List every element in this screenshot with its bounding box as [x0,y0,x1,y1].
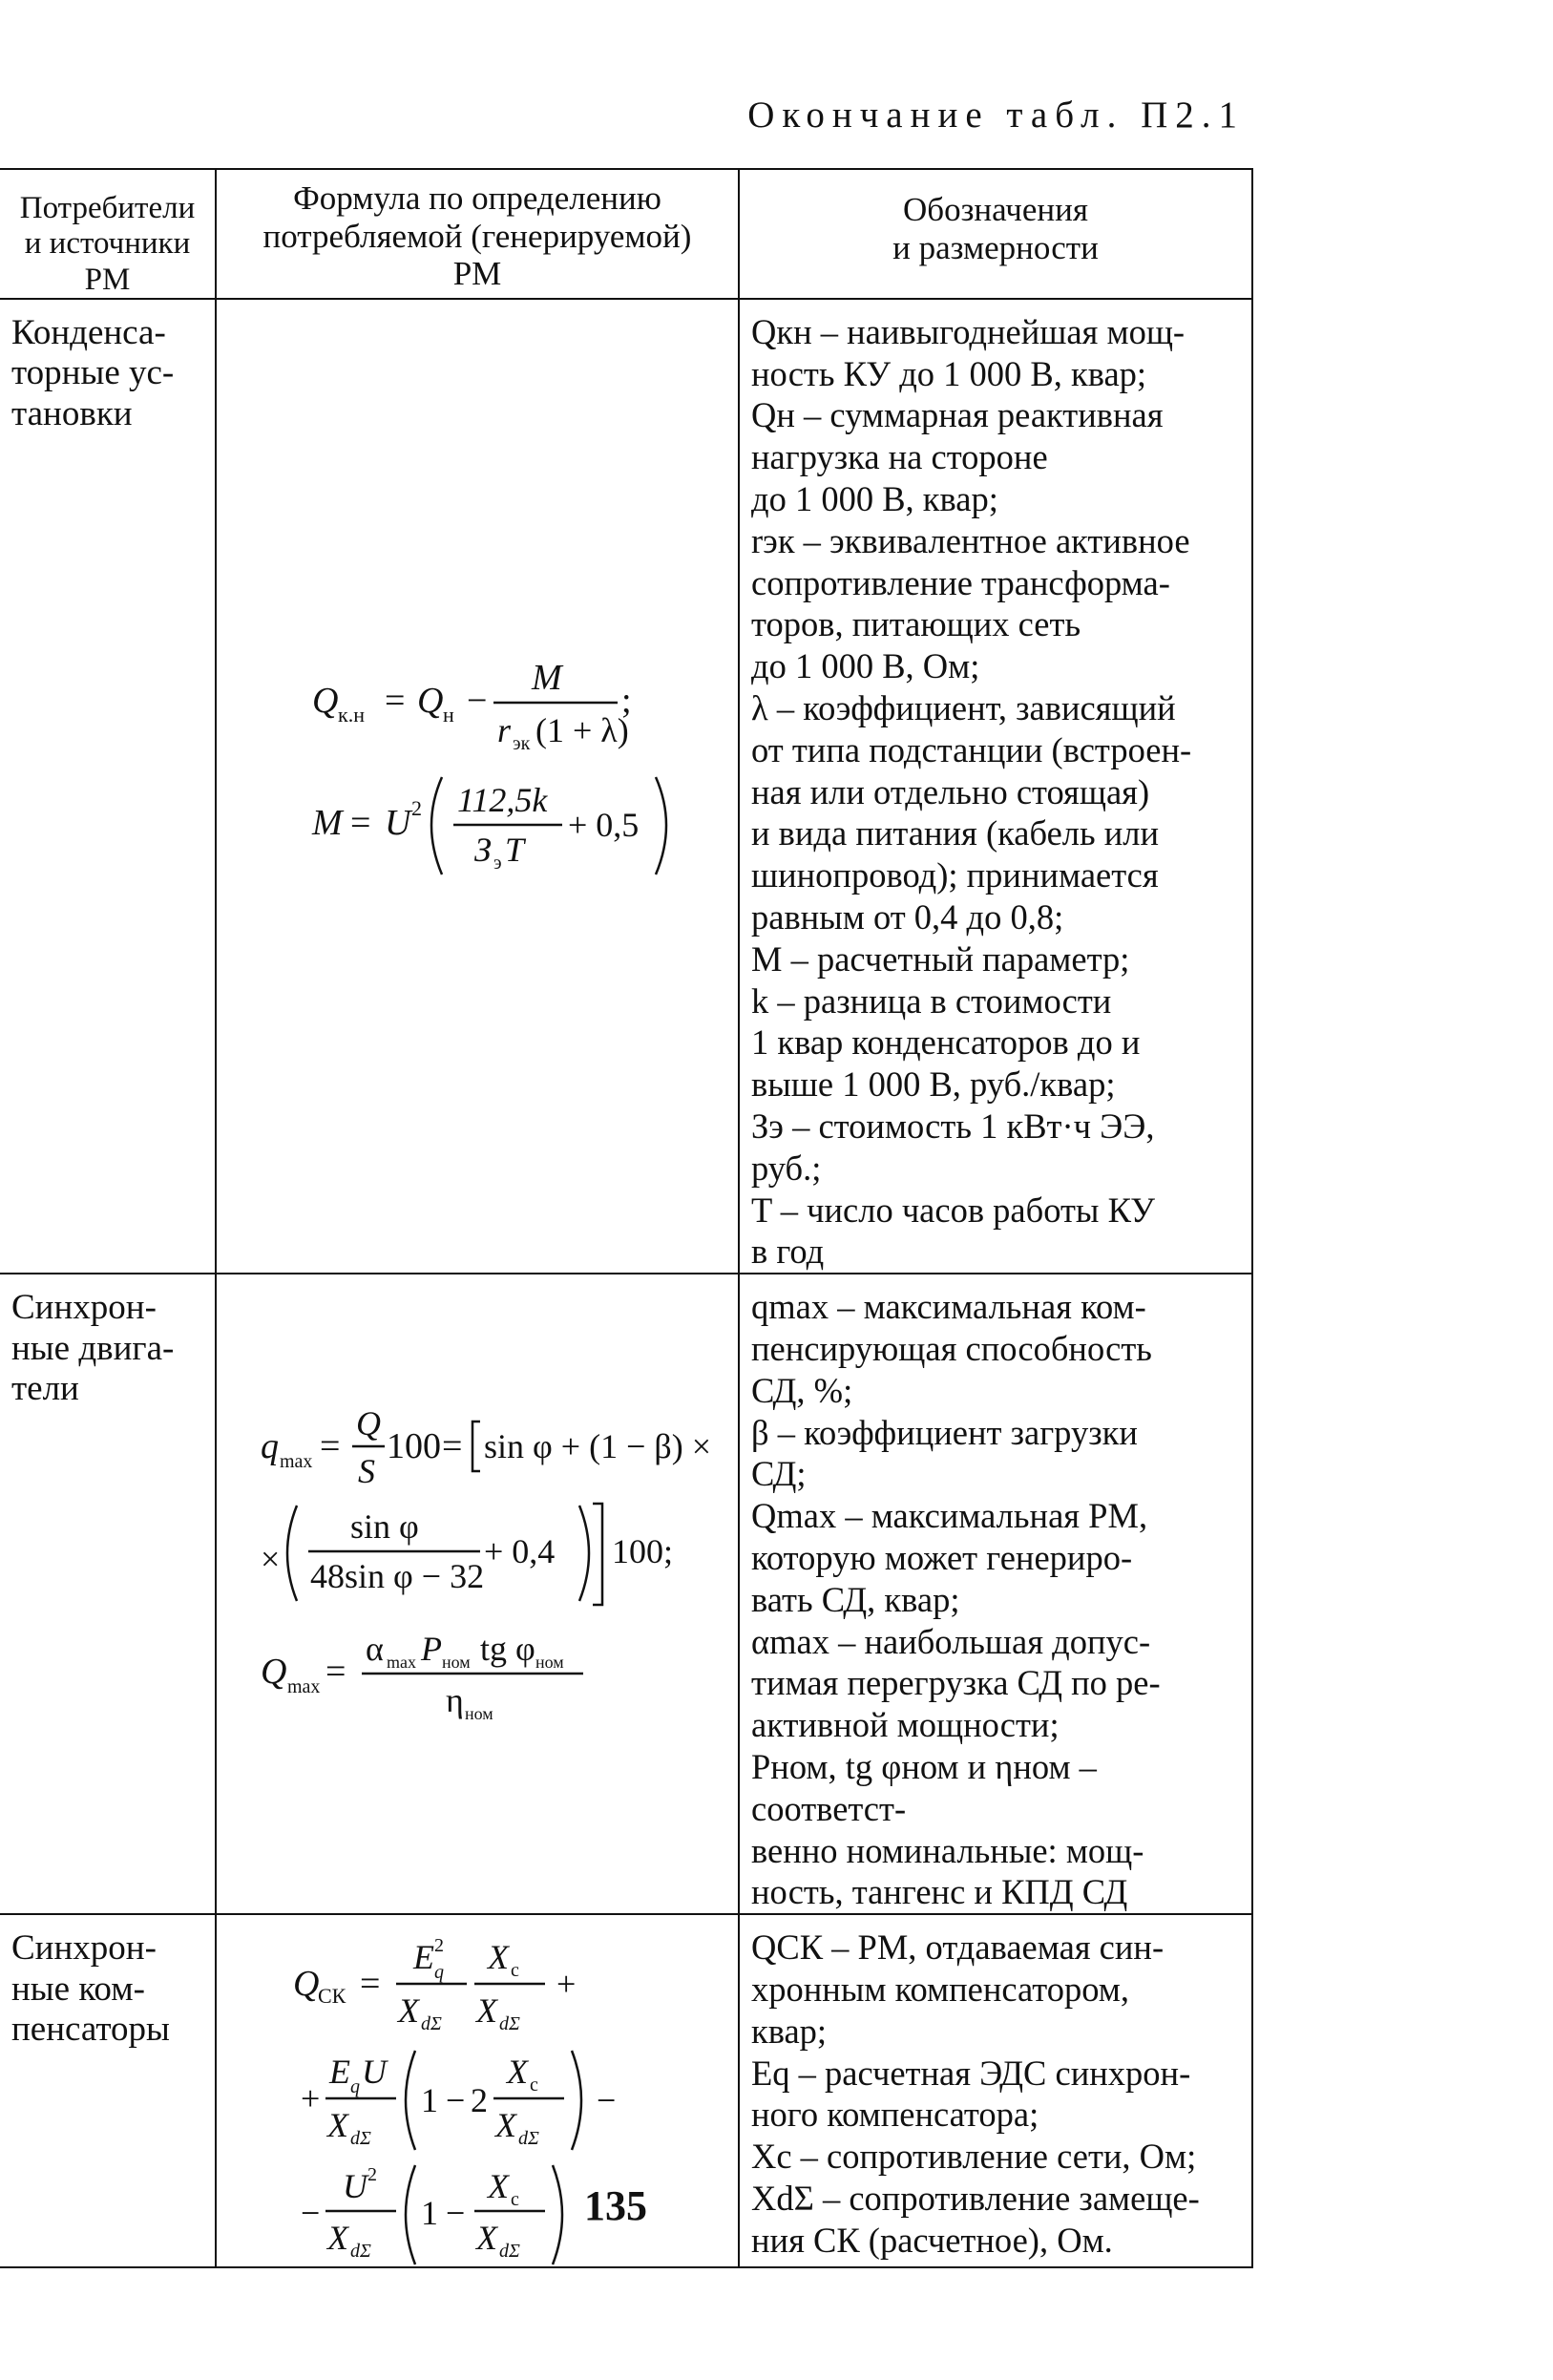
formula-sync-compensator [217,1923,738,2266]
svg-text:=: = [442,1426,463,1467]
svg-text:Q: Q [261,1652,287,1693]
page-number: 135 [584,2182,647,2229]
svg-text:P: P [421,1630,442,1669]
svg-text:r: r [497,710,512,749]
table-caption: Окончание табл. П2.1 [747,95,1245,136]
svg-text:2: 2 [471,2081,488,2120]
svg-text:X: X [488,1938,509,1977]
svg-text:н: н [443,702,454,727]
svg-text:T: T [505,830,525,869]
notes-cell: Qкн – наивыгоднейшая мощ- ность КУ до 1 000 В, квар; Qн – суммарная реактивная нагрузка на стороне до 1 000 В, квар; rэк – эквивалентное активное сопротивление трансформа- торов, питающих сеть до 1 000 В, Ом; λ – коэффициент, зависящий от типа подстанции (встроен- ная или отдельно стоящая) и вида питания (кабель или шинопровод); принимается равным от 0,4 до 0,8; M – расчетный параметр; k – разница в стоимости 1 квар конденсаторов до и выше 1 000 В, руб./квар; Зэ – стоимость 1 кВт·ч ЭЭ, руб.; T – число часов работы КУ в год [739,299,1252,1274]
table [0,168,1253,2268]
svg-text:=: = [325,1652,346,1693]
svg-text:sin φ + (1 − β) ×: sin φ + (1 − β) × [484,1427,711,1466]
svg-text:−: − [446,2194,466,2233]
svg-text:dΣ: dΣ [350,2128,371,2150]
svg-text:S: S [358,1452,375,1491]
svg-text:−: − [467,680,488,721]
formula-cell [216,1274,739,1914]
svg-text:c: c [530,2075,538,2096]
svg-text:=: = [385,680,406,721]
svg-text:к.н: к.н [338,702,365,727]
svg-text:U: U [343,2167,367,2206]
svg-text:max: max [287,1676,321,1698]
header-row [0,169,1252,299]
table-row [0,1274,1252,1914]
svg-text:1: 1 [421,2081,438,2120]
svg-text:−: − [597,2081,617,2120]
svg-text:U: U [362,2053,387,2092]
svg-text:η: η [446,1681,464,1720]
svg-text:(1 + λ): (1 + λ) [535,710,629,749]
svg-text:X: X [398,1991,419,2031]
svg-text:dΣ: dΣ [499,2013,520,2035]
svg-text:X: X [495,2106,516,2145]
svg-text:эк: эк [513,732,531,754]
table-row [0,299,1252,1274]
svg-text:2: 2 [411,795,422,820]
svg-text:2: 2 [367,2164,377,2186]
svg-text:E: E [329,2053,350,2092]
notes-cell: QСК – РМ, отдаваемая син- хронным компенсатором, квар; Eq – расчетная ЭДС синхрон- ного компенсатора; Xc – сопротивление сети, Ом; XdΣ – сопротивление замеще- ния СК (расчетное), Ом. [739,1914,1252,2267]
svg-text:1: 1 [421,2194,438,2233]
svg-text:dΣ: dΣ [518,2128,539,2150]
svg-text:2: 2 [434,1935,444,1957]
svg-text:ном: ном [442,1653,471,1673]
svg-text:+ 0,5: + 0,5 [568,805,640,844]
svg-text:M: M [532,657,562,698]
svg-text:U: U [385,802,411,843]
svg-text:max: max [280,1451,313,1473]
svg-text:M: M [312,802,343,843]
svg-text:α: α [366,1630,384,1669]
svg-text:E: E [413,1938,434,1977]
header-col3: Обозначения и размерности [739,169,1252,299]
notes-cell: qmax – максимальная ком- пенсирующая способность СД, %; β – коэффициент загрузки СД; Qmax – максимальная РМ, которую может генериро- вать СД, квар; αmax – наибольшая допус- тимая перегрузка СД по ре- активной мощности; Pном, tg φном и ηном – соответст- венно номинальные: мощ- ность, тангенс и КПД СД [739,1274,1252,1914]
svg-text:100;: 100; [612,1532,674,1571]
svg-text:э: э [493,852,502,874]
svg-text:+: + [556,1965,577,2004]
svg-text:c: c [511,2189,519,2211]
svg-text:=: = [350,802,371,843]
svg-text:X: X [488,2167,509,2206]
svg-text:З: З [474,830,492,869]
svg-text:+: + [301,2079,321,2118]
svg-text:112,5k: 112,5k [457,780,548,819]
svg-text:q: q [350,2076,360,2098]
svg-text:48sin φ − 32: 48sin φ − 32 [310,1557,485,1596]
formula-cell [216,299,739,1274]
svg-text:X: X [327,2219,348,2258]
svg-text:=: = [360,1964,381,2005]
svg-text:;: ; [621,680,632,721]
svg-text:dΣ: dΣ [421,2013,442,2035]
svg-text:Q: Q [293,1964,320,2005]
svg-text:Q: Q [417,680,444,721]
svg-text:sin φ: sin φ [350,1507,419,1547]
formula-sync-motor [217,1380,738,1733]
svg-text:q: q [261,1426,279,1467]
svg-text:ном: ном [465,1704,493,1724]
svg-text:dΣ: dΣ [350,2241,371,2263]
svg-text:dΣ: dΣ [499,2241,520,2263]
svg-text:X: X [476,2219,497,2258]
svg-text:−: − [446,2081,466,2120]
svg-text:+ 0,4: + 0,4 [484,1532,556,1571]
consumer-cell: Синхрон- ные ком- пенсаторы [0,1914,216,2267]
header-col2: Формула по определению потребляемой (генерируемой) РМ [216,169,739,299]
svg-text:X: X [327,2106,348,2145]
svg-text:×: × [261,1540,281,1579]
svg-text:max: max [387,1653,416,1673]
svg-text:Q: Q [356,1404,381,1443]
svg-text:tg φ: tg φ [480,1630,535,1669]
header-col1: Потребители и источники РМ [0,169,216,299]
svg-text:ном: ном [535,1653,564,1673]
consumer-cell: Синхрон- ные двига- тели [0,1274,216,1914]
svg-text:СК: СК [318,1984,346,2009]
svg-text:X: X [476,1991,497,2031]
svg-text:−: − [301,2194,321,2233]
formula-capacitor [217,634,738,882]
svg-text:c: c [511,1960,519,1982]
formula-cell [216,1914,739,2267]
consumer-cell: Конденса- торные ус- тановки [0,299,216,1274]
svg-text:Q: Q [312,680,339,721]
svg-text:100: 100 [387,1426,441,1467]
svg-text:X: X [507,2053,528,2092]
svg-text:=: = [320,1426,341,1467]
svg-text:q: q [434,1962,444,1984]
